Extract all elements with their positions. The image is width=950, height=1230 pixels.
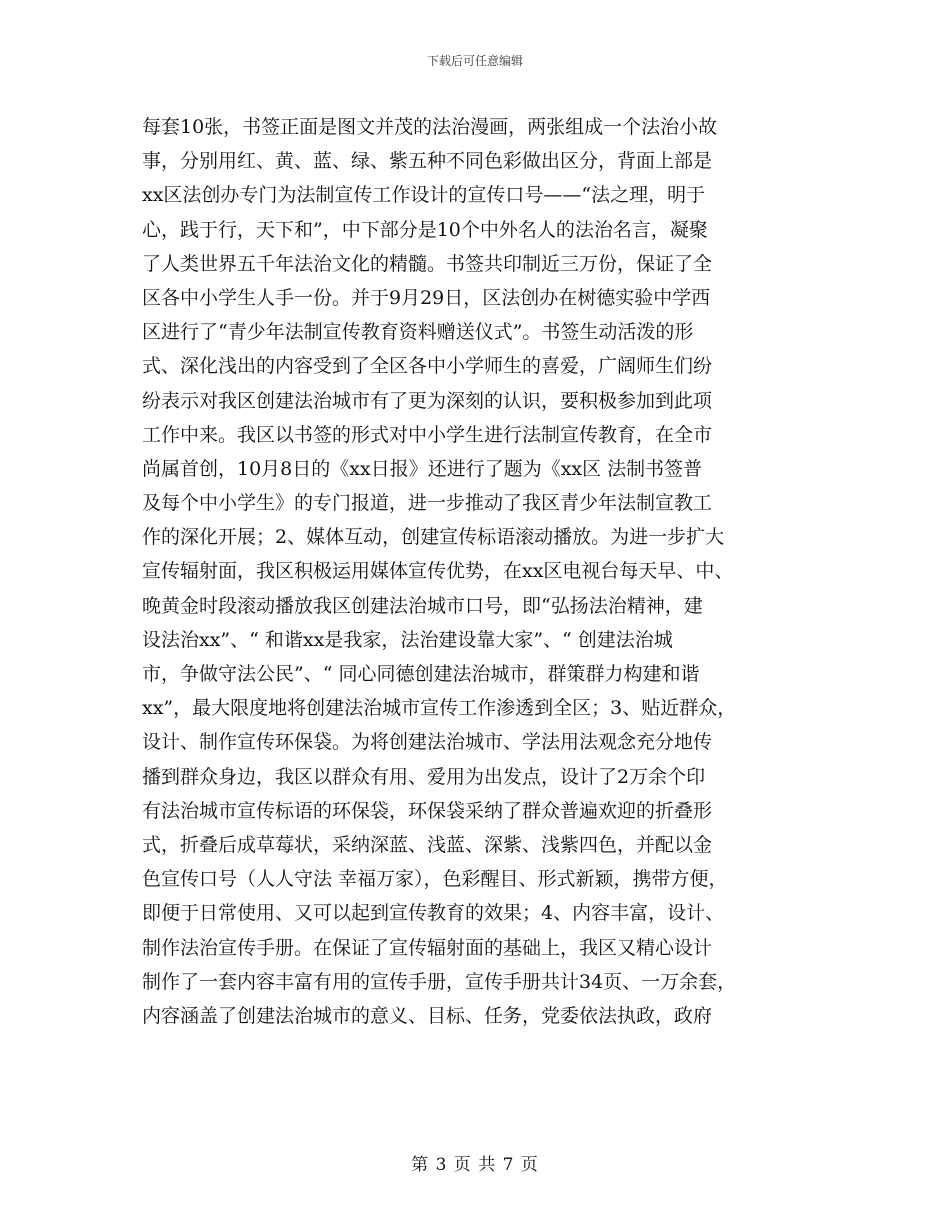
text-line: xx区法创办专门为法制宣传工作设计的宣传口号——“法之理，明于: [142, 184, 706, 207]
text-line: 色宣传口号（人人守法 幸福万家），色彩醒目、形式新颖，携带方便，: [142, 868, 728, 891]
page-header-note: 下载后可任意编辑: [426, 54, 523, 68]
document-body: [142, 110, 832, 1033]
text-line: 市，争做守法公民”、“ 同心同德创建法治城市，群策群力构建和谐: [142, 663, 700, 685]
text-line: 播到群众身边，我区以群众有用、爱用为出发点，设计了2万余个印: [142, 765, 706, 788]
text-line: 每套10张，书签正面是图文并茂的法治漫画，两张组成一个法治小故: [142, 116, 718, 138]
text-line: 设法治xx”、“ 和谐xx是我家，法治建设靠大家”、“ 创建法治城: [142, 628, 673, 651]
text-line: 内容涵盖了创建法治城市的意义、目标、任务，党委依法执政，政府: [142, 1004, 713, 1027]
text-line: 式，折叠后成草莓状，采纳深蓝、浅蓝、深紫、浅紫四色，并配以金: [142, 833, 713, 856]
text-line: 工作中来。我区以书签的形式对中小学生进行法制宣传教育，在全市: [142, 423, 713, 446]
text-line: 即便于日常使用、又可以起到宣传教育的效果；4、内容丰富，设计、: [142, 902, 725, 925]
text-line: 作的深化开展；2、媒体互动，创建宣传标语滚动播放。为进一步扩大: [142, 526, 725, 549]
text-line: 制作法治宣传手册。在保证了宣传辐射面的基础上，我区又精心设计: [142, 936, 713, 959]
text-line: 区各中小学生人手一份。并于9月29日，区法创办在树德实验中学西: [142, 286, 711, 309]
text-line: xx”，最大限度地将创建法治城市宣传工作渗透到全区；3、贴近群众，: [142, 697, 737, 720]
page-number: 第 3 页 共 7 页: [411, 1155, 539, 1175]
text-line: 晚黄金时段滚动播放我区创建法治城市口号，即“弘扬法治精神，建: [142, 594, 703, 617]
text-line: 区进行了“青少年法制宣传教育资料赠送仪式”。书签生动活泼的形: [142, 321, 694, 344]
text-line: 及每个中小学生》的专门报道，进一步推动了我区青少年法制宣教工: [142, 492, 713, 515]
text-line: 有法治城市宣传标语的环保袋，环保袋采纳了群众普遍欢迎的折叠形: [142, 799, 713, 822]
text-line: 事，分别用红、黄、蓝、绿、紫五种不同色彩做出区分，背面上部是: [142, 150, 713, 173]
text-line: 尚属首创，10月8日的《xx日报》还进行了题为《xx区 法制书签普: [142, 457, 703, 480]
text-line: 了人类世界五千年法治文化的精髓。书签共印制近三万份，保证了全: [142, 252, 713, 275]
text-line: 心，践于行，天下和”，中下部分是10个中外名人的法治名言，凝聚: [142, 218, 708, 241]
text-line: 制作了一套内容丰富有用的宣传手册，宣传手册共计34页、一万余套，: [142, 970, 737, 993]
text-line: 设计、制作宣传环保袋。为将创建法治城市、学法用法观念充分地传: [142, 731, 713, 754]
text-line: 宣传辐射面，我区积极运用媒体宣传优势，在xx区电视台每天早、中、: [142, 560, 734, 583]
text-line: 式、深化浅出的内容受到了全区各中小学师生的喜爱，广阔师生们纷: [142, 355, 713, 378]
text-line: 纷表示对我区创建法治城市有了更为深刻的认识，要积极参加到此项: [142, 389, 713, 412]
